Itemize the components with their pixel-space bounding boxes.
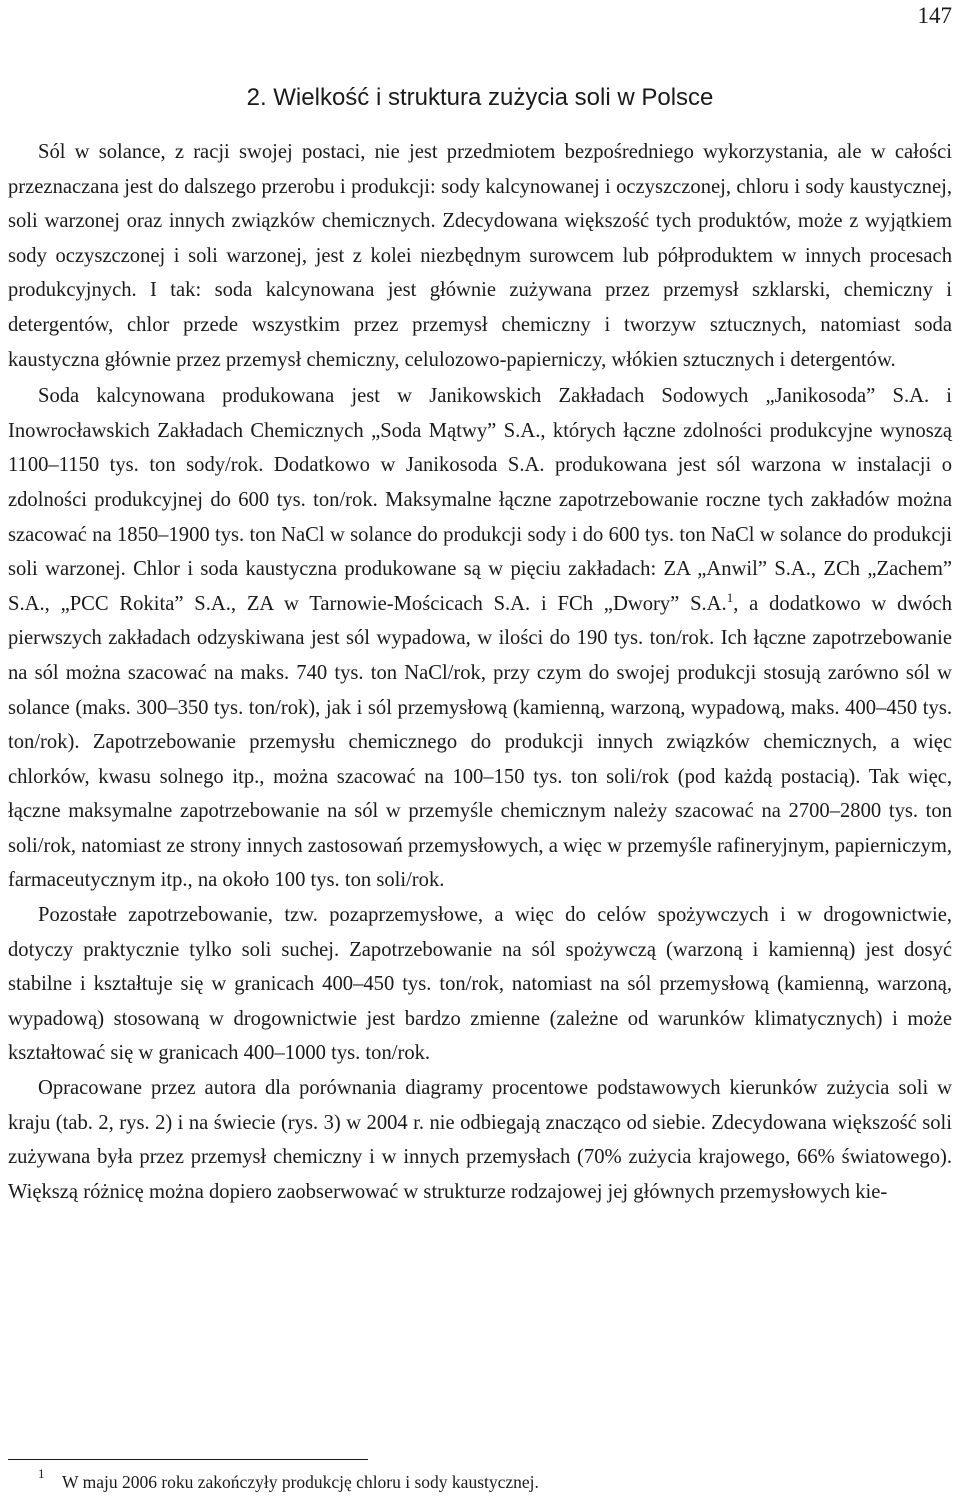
body-text (8, 135, 952, 1209)
paragraph-2-part-2: , a dodatkowo w dwóch pierwszych zakładach odzyskiwana jest sól wypadowa, w ilości do 190 tys. ton/rok. Ich łączne zapotrzebowanie na sól można szacować na maks. 740 tys. ton NaCl/rok, przy czym do swojej produkcji stosują zarówno sól w solance (maks. 300–350 tys. ton/rok), jak i sól przemysłową (kamienną, warzoną, wypadową, maks. 400–450 tys. ton/rok). Zapotrzebowanie przemysłu chemicznego do produkcji innych związków chemicznych, a więc chlorków, kwasu solnego itp., można szacować na 100–150 tys. ton soli/rok (pod każdą postacią). Tak więc, łączne maksymalne zapotrzebowanie na sól w przemyśle chemicznym należy szacować na 2700–2800 tys. ton soli/rok, natomiast ze strony innych zastosowań przemysłowych, a więc w przemyśle rafineryjnym, papierniczym, farmaceutycznym itp., na około 100 tys. ton soli/rok. (8, 592, 952, 892)
paragraph-2 (8, 379, 952, 898)
paragraph-3: Pozostałe zapotrzebowanie, tzw. pozaprzemysłowe, a więc do celów spożywczych i w drogownictwie, dotyczy praktycznie tylko soli suchej. Zapotrzebowanie na sól spożywczą (warzoną i kamienną) jest dosyć stabilne i kształtuje się w granicach 400–450 tys. ton/rok, natomiast na sól przemysłową (kamienną, warzoną, wypadową) stosowaną w drogownictwie jest bardzo zmienne (zależne od warunków klimatycznych) i może kształtować się w granicach 400–1000 tys. ton/rok. (8, 904, 952, 1065)
footnote (34, 1466, 934, 1494)
footnote-divider (8, 1459, 368, 1460)
footnote-reference[interactable]: 1 (726, 589, 734, 605)
page-number: 147 (917, 3, 952, 28)
paragraph-1: Sól w solance, z racji swojej postaci, nie jest przedmiotem bezpośredniego wykorzystania, ale w całości przeznaczana jest do dalszego przerobu i produkcji: sody kalcynowanej i oczyszczonej, chloru i sody kaustycznej, soli warzonej oraz innych związków chemicznych. Zdecydowana większość tych produktów, może z wyjątkiem sody oczyszczonej i soli warzonej, jest z kolei niezbędnym surowcem lub półproduktem w innych procesach produkcyjnych. I tak: soda kalcynowana jest głównie zużywana przez przemysł szklarski, chemiczny i detergentów, chlor przede wszystkim przez przemysł chemiczny i tworzyw sztucznych, natomiast soda kaustyczna głównie przez przemysł chemiczny, celulozowo-papierniczy, włókien sztucznych i detergentów. (8, 141, 952, 371)
footnote-text: W maju 2006 roku zakończyły produkcję chloru i sody kaustycznej. (62, 1472, 539, 1492)
paragraph-4: Opracowane przez autora dla porównania diagramy procentowe podstawowych kierunków zużycia soli w kraju (tab. 2, rys. 2) i na świecie (rys. 3) w 2004 r. nie odbiegają znacząco od siebie. Zdecydowana większość soli zużywana była przez przemysł chemiczny i w innych przemysłach (70% zużycia krajowego, 66% światowego). Większą różnicę można dopiero zaobserwować w strukturze rodzajowej jej głównych przemysłowych kie- (8, 1077, 952, 1203)
section-heading: 2. Wielkość i struktura zużycia soli w Polsce (246, 83, 714, 111)
footnote-mark: 1 (38, 1466, 45, 1481)
paragraph-2-part-1: Soda kalcynowana produkowana jest w Janikowskich Zakładach Sodowych „Janikosoda” S.A. i Inowrocławskich Zakładach Chemicznych „Soda Mątwy” S.A., których łączne zdolności produkcyjne wynoszą 1100–1150 tys. ton sody/rok. Dodatkowo w Janikosoda S.A. produkowana jest sól warzona w instalacji o zdolności produkcyjnej do 600 tys. ton/rok. Maksymalne łączne zapotrzebowanie roczne tych zakładów można szacować na 1850–1900 tys. ton NaCl w solance do produkcji sody i do 600 tys. ton NaCl w solance do produkcji soli warzonej. Chlor i soda kaustyczna produkowane są w pięciu zakładach: ZA „Anwil” S.A., ZCh „Zachem” S.A., „PCC Rokita” S.A., ZA w Tarnowie-Mościcach S.A. i FCh „Dwory” S.A. (8, 385, 952, 615)
